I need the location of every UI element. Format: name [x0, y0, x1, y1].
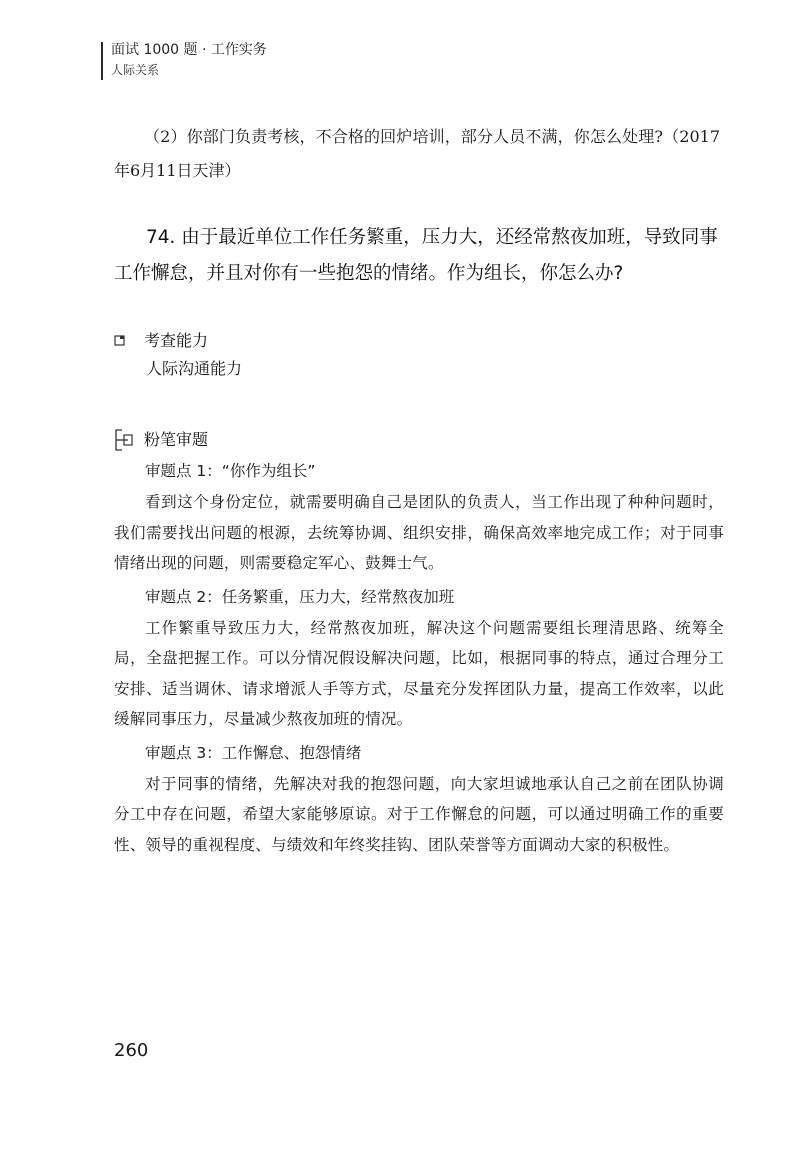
- previous-question-text: （2）你部门负责考核，不合格的回炉培训，部分人员不满，你怎么处理?（2017年6月11日天津）: [114, 127, 720, 180]
- point-1-text: 看到这个身份定位，就需要明确自己是团队的负责人，当工作出现了种种问题时，我们需要找出问题的根源，去统筹协调、组织安排，确保高效率地完成工作；对于同事情绪出现的问题，则需要稳定军心、鼓舞士气。: [114, 493, 724, 572]
- analysis-section-heading: [114, 428, 208, 452]
- ability-section-heading: [114, 330, 208, 352]
- running-header-subtitle: 人际关系: [111, 63, 160, 77]
- page-number: 260: [114, 1040, 149, 1061]
- bracket-bullet-icon: [114, 428, 136, 452]
- analysis-points: [114, 456, 724, 863]
- running-header-title: 面试 1000 题 · 工作实务: [111, 42, 267, 58]
- header-divider: [101, 42, 103, 80]
- analysis-heading-label: 粉笔审题: [144, 430, 209, 449]
- question-heading: 74. 由于最近单位工作任务繁重，压力大，还经常熬夜加班，导致同事工作懈怠，并且对你有一些抱怨的情绪。作为组长，你怎么办?: [114, 227, 718, 284]
- square-bullet-icon: [114, 335, 136, 347]
- point-3-text: 对于同事的情绪，先解决对我的抱怨问题，向大家坦诚地承认自己之前在团队协调分工中存在问题，希望大家能够原谅。对于工作懈怠的问题，可以通过明确工作的重要性、领导的重视程度、与绩效和年终奖挂钩、团队荣誉等方面调动大家的积极性。: [114, 774, 724, 854]
- ability-heading-label: 考查能力: [144, 331, 209, 350]
- point-2-label: 审题点 2：任务繁重，压力大，经常熬夜加班: [145, 587, 455, 606]
- point-1-label: 审题点 1：“你作为组长”: [145, 462, 316, 480]
- point-2-text: 工作繁重导致压力大，经常熬夜加班，解决这个问题需要组长理清思路、统筹全局，全盘把握工作。可以分情况假设解决问题，比如，根据同事的特点，通过合理分工安排、适当调休、请求增派人手等方式，尽量充分发挥团队力量，提高工作效率，以此缓解同事压力，尽量减少熬夜加班的情况。: [114, 618, 724, 728]
- point-3-label: 审题点 3：工作懈怠、抱怨情绪: [145, 743, 362, 762]
- ability-content: 人际沟通能力: [146, 359, 243, 378]
